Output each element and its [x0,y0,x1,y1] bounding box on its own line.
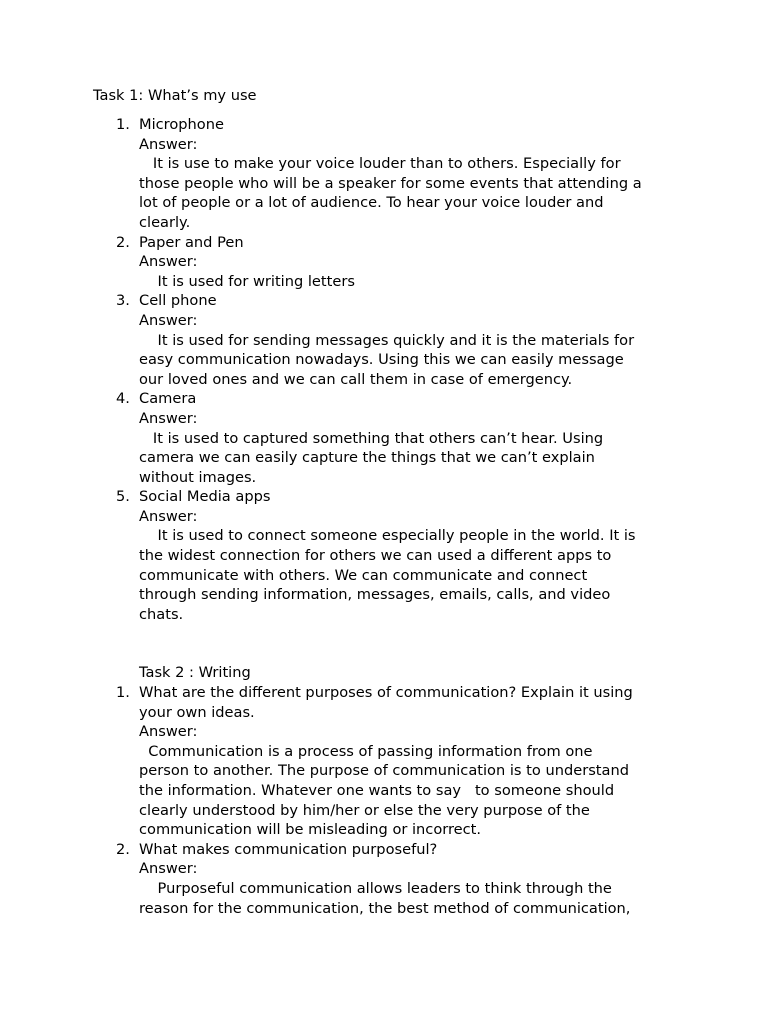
answer-line: It is used to connect someone especially people in the world. It is [139,527,636,545]
item-number: 5. [116,488,130,506]
task1-item-3 [116,291,679,389]
answer-label: Answer: [139,723,198,741]
item-number: 1. [116,684,130,701]
task1-item-4 [116,389,679,487]
answer-line: through sending information, messages, emails, calls, and video [139,586,611,604]
answer-line: our loved ones and we can call them in case of emergency. [139,370,573,388]
answer-label: Answer: [139,860,198,878]
task2-list [116,683,679,918]
task2-heading: Task 2 : Writing [139,664,251,681]
answer-label: Answer: [139,507,198,525]
item-title: Social Media apps [139,488,271,506]
task1-item-5 [116,487,679,624]
answer-line: the widest connection for others we can used a different apps to [139,547,612,565]
item-number: 2. [116,840,130,858]
answer-line: camera we can easily capture the things that we can’t explain [139,449,595,467]
answer-line: person to another. The purpose of communication is to understand [139,762,629,780]
answer-line: chats. [139,605,184,623]
task2-item-2 [116,840,679,918]
answer-line: reason for the communication, the best method of communication, [139,899,631,917]
answer-line: It is use to make your voice louder than to others. Especially for [139,155,621,173]
answer-line: easy communication nowadays. Using this we can easily message [139,351,624,369]
answer-line: clearly understood by him/her or else the very purpose of the [139,801,590,819]
item-title: Cell phone [139,292,217,310]
answer-label: Answer: [139,409,198,427]
answer-line: Purposeful communication allows leaders to think through the [139,879,612,897]
answer-line: without images. [139,468,257,486]
task1-list [116,115,679,624]
task1-item-2 [116,233,679,292]
task2-item-1 [116,683,679,840]
question-line: your own ideas. [139,703,255,721]
item-number: 1. [116,116,130,133]
answer-label: Answer: [139,135,198,153]
task1-heading: Task 1: What’s my use [93,87,257,104]
question-line: What are the different purposes of communication? Explain it using [139,684,633,701]
answer-line: It is used for sending messages quickly and it is the materials for [139,331,635,349]
answer-label: Answer: [139,253,198,271]
answer-line: lot of people or a lot of audience. To hear your voice louder and [139,194,604,212]
item-number: 4. [116,390,130,408]
answer-line: those people who will be a speaker for some events that attending a [139,174,642,192]
item-title: Camera [139,390,197,408]
item-title: Paper and Pen [139,233,244,251]
answer-line: It is used to captured something that others can’t hear. Using [139,429,604,447]
item-number: 2. [116,233,130,251]
answer-line: It is used for writing letters [139,272,355,290]
question-line: What makes communication purposeful? [139,840,438,858]
answer-line: communicate with others. We can communicate and connect [139,566,588,584]
item-title: Microphone [139,116,224,133]
task1-item-1 [116,115,679,233]
answer-line: clearly. [139,213,191,231]
item-number: 3. [116,292,130,310]
answer-label: Answer: [139,311,198,329]
answer-line: Communication is a process of passing information from one [139,742,593,760]
answer-line: the information. Whatever one wants to say to someone should [139,781,615,799]
answer-line: communication will be misleading or incorrect. [139,821,482,839]
